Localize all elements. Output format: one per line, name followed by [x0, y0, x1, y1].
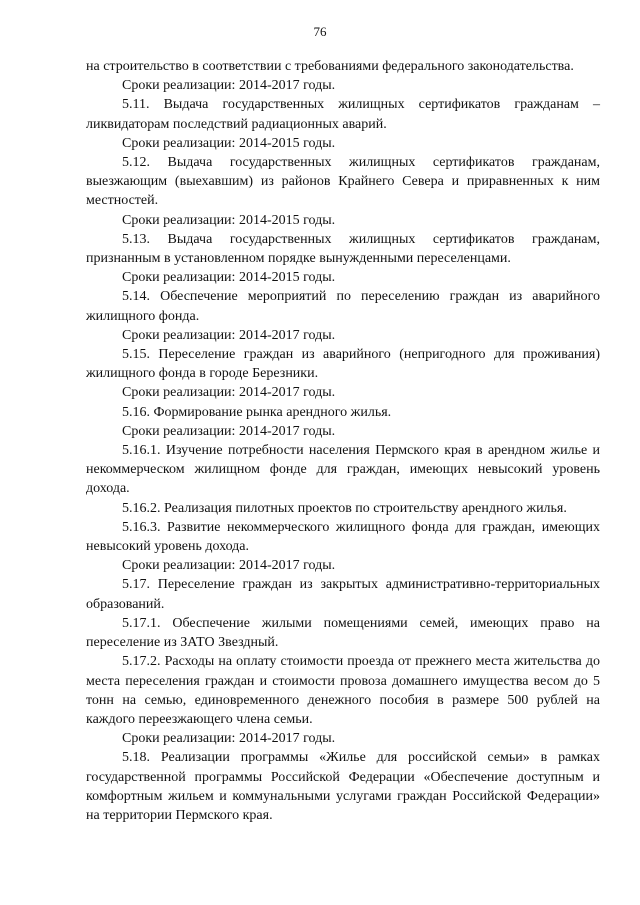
paragraph: 5.16.2. Реализация пилотных проектов по строительству арендного жилья.: [122, 500, 567, 516]
paragraph: 5.16.1. Изучение потребности населения Пермского края в арендном жилье и некоммерческом жилищном фонде для граждан, имеющих невысокий уровень дохода.: [86, 443, 600, 497]
paragraph: 5.12. Выдача государственных жилищных сертификатов гражданам, выезжающим (выехавшим) из районов Крайнего Севера и приравненных к ним местностей.: [86, 155, 600, 209]
paragraph: 5.14. Обеспечение мероприятий по переселению граждан из аварийного жилищного фонда.: [86, 289, 600, 324]
paragraph: 5.16. Формирование рынка арендного жилья.: [122, 404, 392, 420]
paragraph: Сроки реализации: 2014-2015 годы.: [122, 212, 336, 228]
paragraph: Сроки реализации: 2014-2015 годы.: [122, 135, 336, 151]
paragraph: 5.17.1. Обеспечение жилыми помещениями семей, имеющих право на переселение из ЗАТО Звездный.: [86, 615, 600, 651]
paragraph: 5.18. Реализации программы «Жилье для российской семьи» в рамках государственной программы Российской Федерации «Обеспечение доступным и комфортным жильем и коммунальными услугами граждан Российской Федерации» на территории Пермского края.: [86, 750, 600, 823]
paragraph: 5.15. Переселение граждан из аварийного (непригодного для проживания) жилищного фонда в городе Березники.: [86, 347, 600, 382]
paragraph: 5.11. Выдача государственных жилищных сертификатов гражданам – ликвидаторам последствий радиационных аварий.: [86, 97, 600, 132]
paragraph: Сроки реализации: 2014-2017 годы.: [122, 327, 336, 343]
paragraph: Сроки реализации: 2014-2017 годы.: [122, 385, 336, 401]
paragraph: Сроки реализации: 2014-2015 годы.: [122, 270, 336, 286]
page-number: 76: [313, 24, 327, 39]
paragraph: 5.13. Выдача государственных жилищных сертификатов гражданам, признанным в установленном порядке вынужденными переселенцами.: [86, 231, 600, 267]
paragraph: Сроки реализации: 2014-2017 годы.: [122, 78, 336, 94]
paragraph: 5.16.3. Развитие некоммерческого жилищного фонда для граждан, имеющих невысокий уровень дохода.: [86, 519, 600, 555]
paragraph: на строительство в соответствии с требованиями федерального законодательства.: [86, 59, 574, 74]
paragraph: Сроки реализации: 2014-2017 годы.: [122, 558, 336, 574]
paragraph: Сроки реализации: 2014-2017 годы.: [122, 423, 336, 439]
document-body: [86, 57, 600, 825]
paragraph: 5.17.2. Расходы на оплату стоимости проезда от прежнего места жительства до места переселения граждан и стоимости провоза домашнего имущества весом до 5 тонн на семью, единовременного денежного пособия в размере 500 рублей на каждого переезжающего члена семьи.: [86, 654, 600, 727]
paragraph: Сроки реализации: 2014-2017 годы.: [122, 731, 336, 747]
paragraph: 5.17. Переселение граждан из закрытых административно-территориальных образований.: [86, 577, 600, 612]
